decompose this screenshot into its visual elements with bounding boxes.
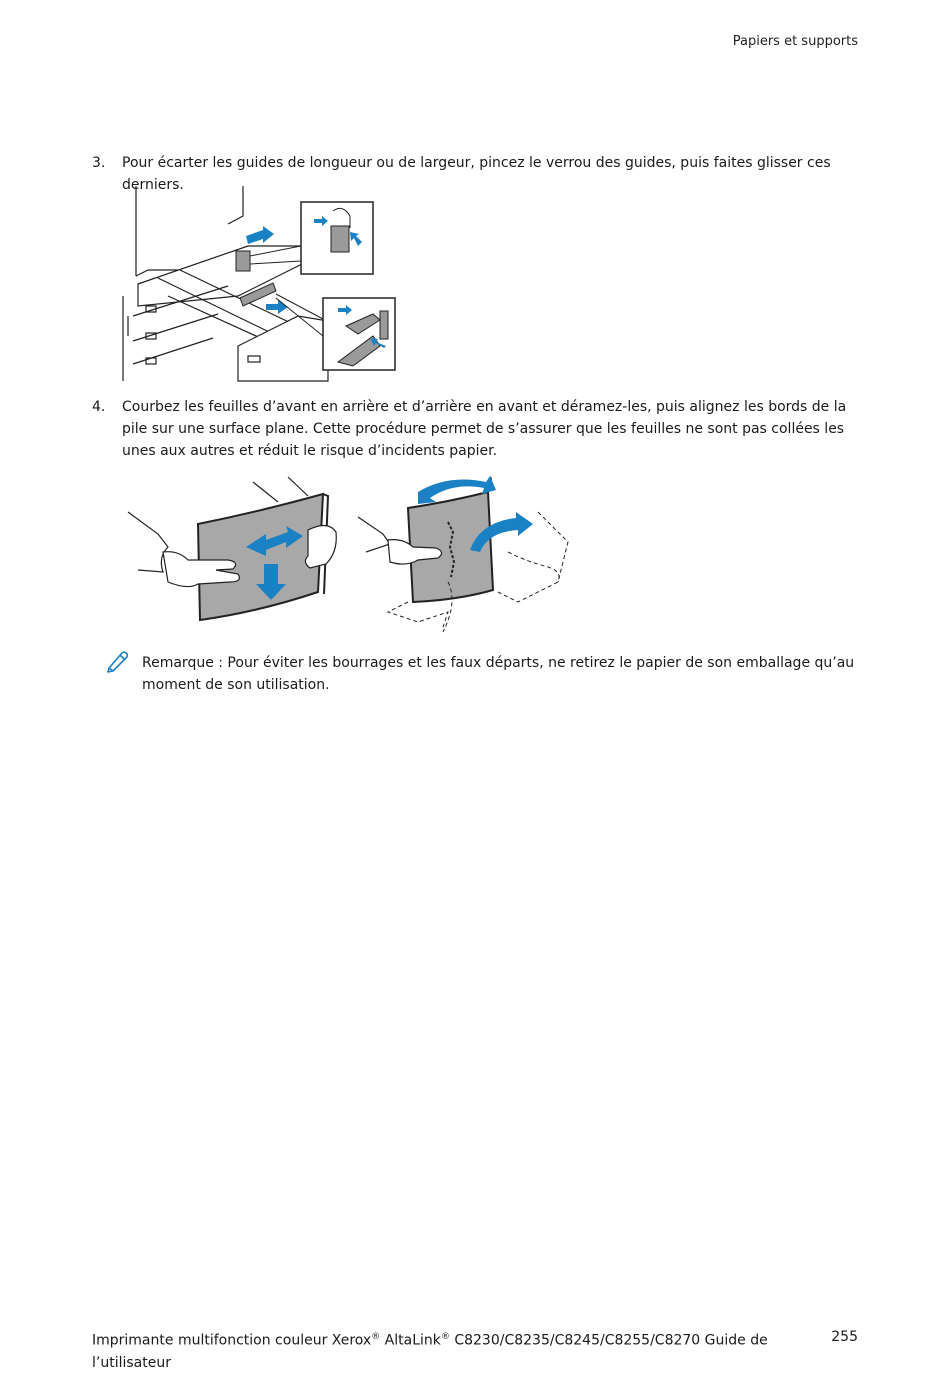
- footer-text: AltaLink: [380, 1332, 441, 1349]
- step-number: 4.: [92, 399, 106, 415]
- pencil-icon: [104, 648, 130, 674]
- arrow-icon: [246, 226, 274, 244]
- note: [104, 652, 864, 696]
- footer-document-title: [92, 1326, 782, 1374]
- footer-text: Imprimante multifonction couleur Xerox: [92, 1332, 372, 1349]
- step-text: Courbez les feuilles d’avant en arrière et d’arrière en avant et déramez-les, puis alignez les bords de la pile sur une surface plane. Cette procédure permet de s’assurer que les feuilles ne sont pas collées les unes aux autres et réduit le risque d’incidents papier.: [122, 399, 847, 459]
- footer-text: C8230/C8235/C8245/C8255/C8270 Guide de l’utilisateur: [92, 1332, 768, 1371]
- page-number: 255: [831, 1329, 858, 1345]
- note-text: Remarque : Pour éviter les bourrages et les faux départs, ne retirez le papier de son emballage qu’au moment de son utilisation.: [142, 655, 855, 693]
- running-header: Papiers et supports: [732, 34, 858, 49]
- flex-paper-illustration: [118, 472, 578, 637]
- registered-mark: ®: [371, 1332, 381, 1342]
- registered-mark: ®: [440, 1332, 450, 1342]
- arrow-icon: [266, 300, 288, 314]
- step-text: Pour écarter les guides de longueur ou de largeur, pincez le verrou des guides, puis faites glisser ces derniers.: [122, 155, 831, 193]
- step-4: [92, 396, 862, 462]
- tray-guides-illustration: [118, 186, 403, 382]
- step-number: 3.: [92, 155, 106, 171]
